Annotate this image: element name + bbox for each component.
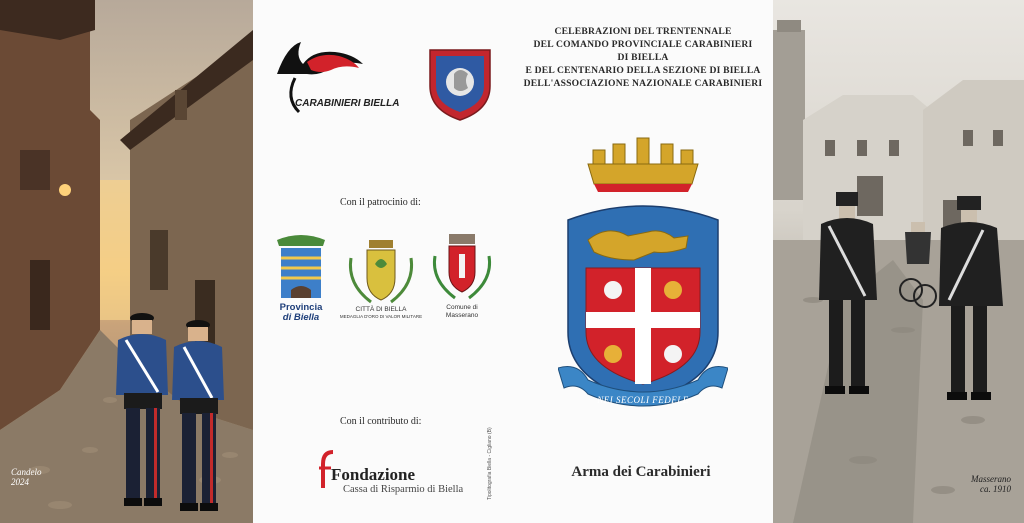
provincia-biella-logo <box>271 232 331 327</box>
comune-masserano-logo <box>429 232 495 324</box>
coat-of-arms-icon <box>558 132 728 432</box>
patrocinio-label: Con il patrocinio di: <box>340 197 421 208</box>
fondazione-subtitle: Cassa di Risparmio di Biella <box>343 484 464 495</box>
carabinieri-coat-of-arms <box>558 132 728 432</box>
crown-icon <box>588 138 698 192</box>
citta-biella-label <box>331 306 431 320</box>
right-photo-masserano <box>773 0 1024 523</box>
contributo-label: Con il contributo di: <box>340 416 422 427</box>
motto-text: NEI SECOLI FEDELE <box>597 395 689 405</box>
right-photo-caption <box>971 474 1011 494</box>
right-caption-year: ca. 1910 <box>980 484 1011 494</box>
right-caption-place: Masserano <box>971 474 1011 484</box>
candelo-street-illustration <box>0 0 253 523</box>
celebration-title-line: DELL'ASSOCIAZIONE NAZIONALE CARABINIERI <box>523 78 763 89</box>
celebration-title-line: E DEL CENTENARIO DELLA SEZIONE DI BIELLA <box>525 65 761 76</box>
left-caption-year: 2024 <box>11 477 29 487</box>
provincia-crest-icon <box>271 232 331 302</box>
printer-credit: Tipolitografia Biella - Cigliano (B) <box>487 427 493 500</box>
arma-label: Arma dei Carabinieri <box>571 464 711 480</box>
left-photo-candelo <box>0 0 253 523</box>
left-photo-caption <box>11 467 42 487</box>
citta-label-line: MEDAGLIA D'ORO DI VALOR MILITARE <box>339 314 423 319</box>
citta-crest-icon <box>341 238 421 306</box>
anc-shield-logo <box>428 46 492 122</box>
provincia-biella-label <box>271 303 331 323</box>
citta-biella-logo <box>341 238 421 326</box>
celebration-title <box>523 25 763 90</box>
comune-crest-icon <box>429 232 495 304</box>
celebration-title-line: DEL COMANDO PROVINCIALE CARABINIERI <box>533 39 753 50</box>
fondazione-logo <box>317 450 464 502</box>
celebration-title-line: CELEBRAZIONI DEL TRENTENNALE <box>554 26 732 37</box>
carabinieri-biella-logo <box>273 38 400 128</box>
flame-logo-icon <box>273 38 400 128</box>
carabinieri-biella-logo-text: CARABINIERI BIELLA <box>295 98 400 109</box>
provincia-label-line: di Biella <box>282 312 320 323</box>
fondazione-name: Fondazione <box>331 465 416 484</box>
left-caption-place: Candelo <box>11 467 42 477</box>
comune-label-line: Comune di <box>446 304 478 311</box>
center-panel <box>253 0 773 523</box>
anc-shield-icon <box>428 46 492 122</box>
masserano-historic-illustration <box>773 0 1024 523</box>
citta-label-line: CITTÀ DI BIELLA <box>355 306 407 313</box>
provincia-label-line: Provincia <box>279 302 323 313</box>
comune-masserano-label <box>429 304 495 320</box>
comune-label-line: Masserano <box>445 312 479 319</box>
celebration-title-line: DI BIELLA <box>617 52 669 63</box>
